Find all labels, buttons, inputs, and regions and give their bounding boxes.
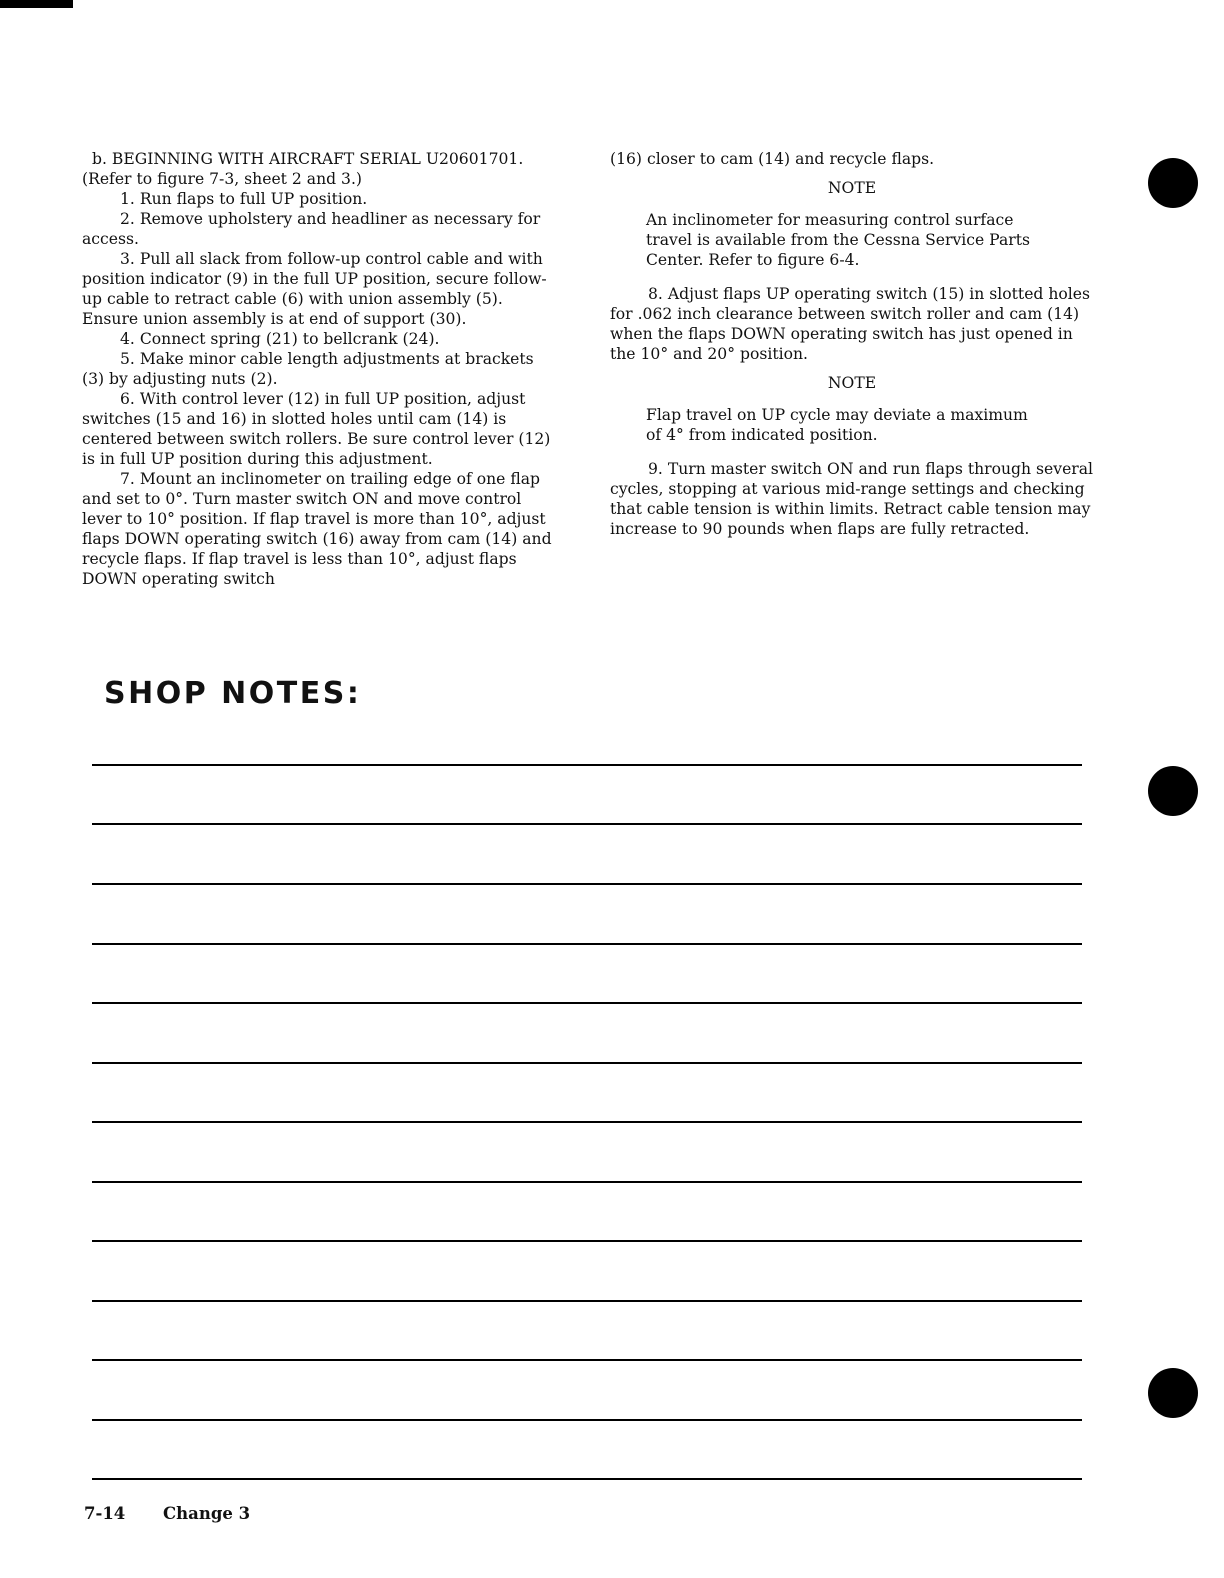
binder-hole-bottom [1148, 1368, 1198, 1418]
step-6: 6. With control lever (12) in full UP position, adjust switches (15 and 16) in slotted holes until cam (14) is centered between switch rollers. Be sure control lever (12) is in full UP position during this adjustment. [82, 390, 551, 468]
note-1-title: NOTE [827, 179, 877, 197]
shop-notes-title: SHOP NOTES: [104, 676, 362, 711]
notes-line [92, 1002, 1082, 1004]
step-1: 1. Run flaps to full UP position. [120, 190, 368, 208]
section-b-heading: b. BEGINNING WITH AIRCRAFT SERIAL U20601701. (Refer to figure 7-3, sheet 2 and 3.) [82, 150, 524, 188]
note-2-text: Flap travel on UP cycle may deviate a maximum of 4° from indicated position. [646, 406, 1028, 444]
page-footer [84, 1504, 250, 1523]
step-7: 7. Mount an inclinometer on trailing edge of one flap and set to 0°. Turn master switch ON and move control lever to 10° position. If flap travel is more than 10°, adjust flaps DOWN operating switch (16) away from cam (14) and recycle flaps. If flap travel is less than 10°, adjust flaps DOWN operating switch [82, 470, 552, 588]
step-8: 8. Adjust flaps UP operating switch (15) in slotted holes for .062 inch clearance between switch roller and cam (14) when the flaps DOWN operating switch has just opened in the 10° and 20° position. [610, 285, 1091, 363]
notes-line [92, 1419, 1082, 1421]
top-edge-mark [0, 0, 73, 8]
notes-line [92, 764, 1082, 766]
notes-line [92, 1240, 1082, 1242]
step-5: 5. Make minor cable length adjustments at brackets (3) by adjusting nuts (2). [82, 350, 534, 388]
page-number: 7-14 [84, 1504, 126, 1523]
step-4: 4. Connect spring (21) to bellcrank (24). [120, 330, 440, 348]
notes-line [92, 1300, 1082, 1302]
notes-line [92, 1062, 1082, 1064]
step-2: 2. Remove upholstery and headliner as necessary for access. [82, 210, 541, 248]
step-9: 9. Turn master switch ON and run flaps through several cycles, stopping at various mid-range settings and checking that cable tension is within limits. Retract cable tension may increase to 90 pounds when flaps are fully retracted. [610, 460, 1094, 538]
notes-line [92, 1121, 1082, 1123]
step-7-continuation: (16) closer to cam (14) and recycle flaps. [610, 150, 935, 168]
notes-line [92, 1478, 1082, 1480]
notes-line [92, 883, 1082, 885]
right-text-column [610, 149, 1094, 539]
notes-line [92, 823, 1082, 825]
notes-line [92, 1181, 1082, 1183]
binder-hole-top [1148, 158, 1198, 208]
left-text-column [82, 149, 560, 589]
notes-line [92, 1359, 1082, 1361]
binder-hole-middle [1148, 766, 1198, 816]
notes-line [92, 943, 1082, 945]
note-1-text: An inclinometer for measuring control surface travel is available from the Cessna Service Parts Center. Refer to figure 6-4. [646, 211, 1030, 269]
note-2-title: NOTE [827, 374, 877, 392]
step-3: 3. Pull all slack from follow-up control cable and with position indicator (9) in the full UP position, secure follow-up cable to retract cable (6) with union assembly (5). Ensure union assembly is at end of support (30). [82, 250, 547, 328]
change-label: Change 3 [163, 1504, 251, 1523]
